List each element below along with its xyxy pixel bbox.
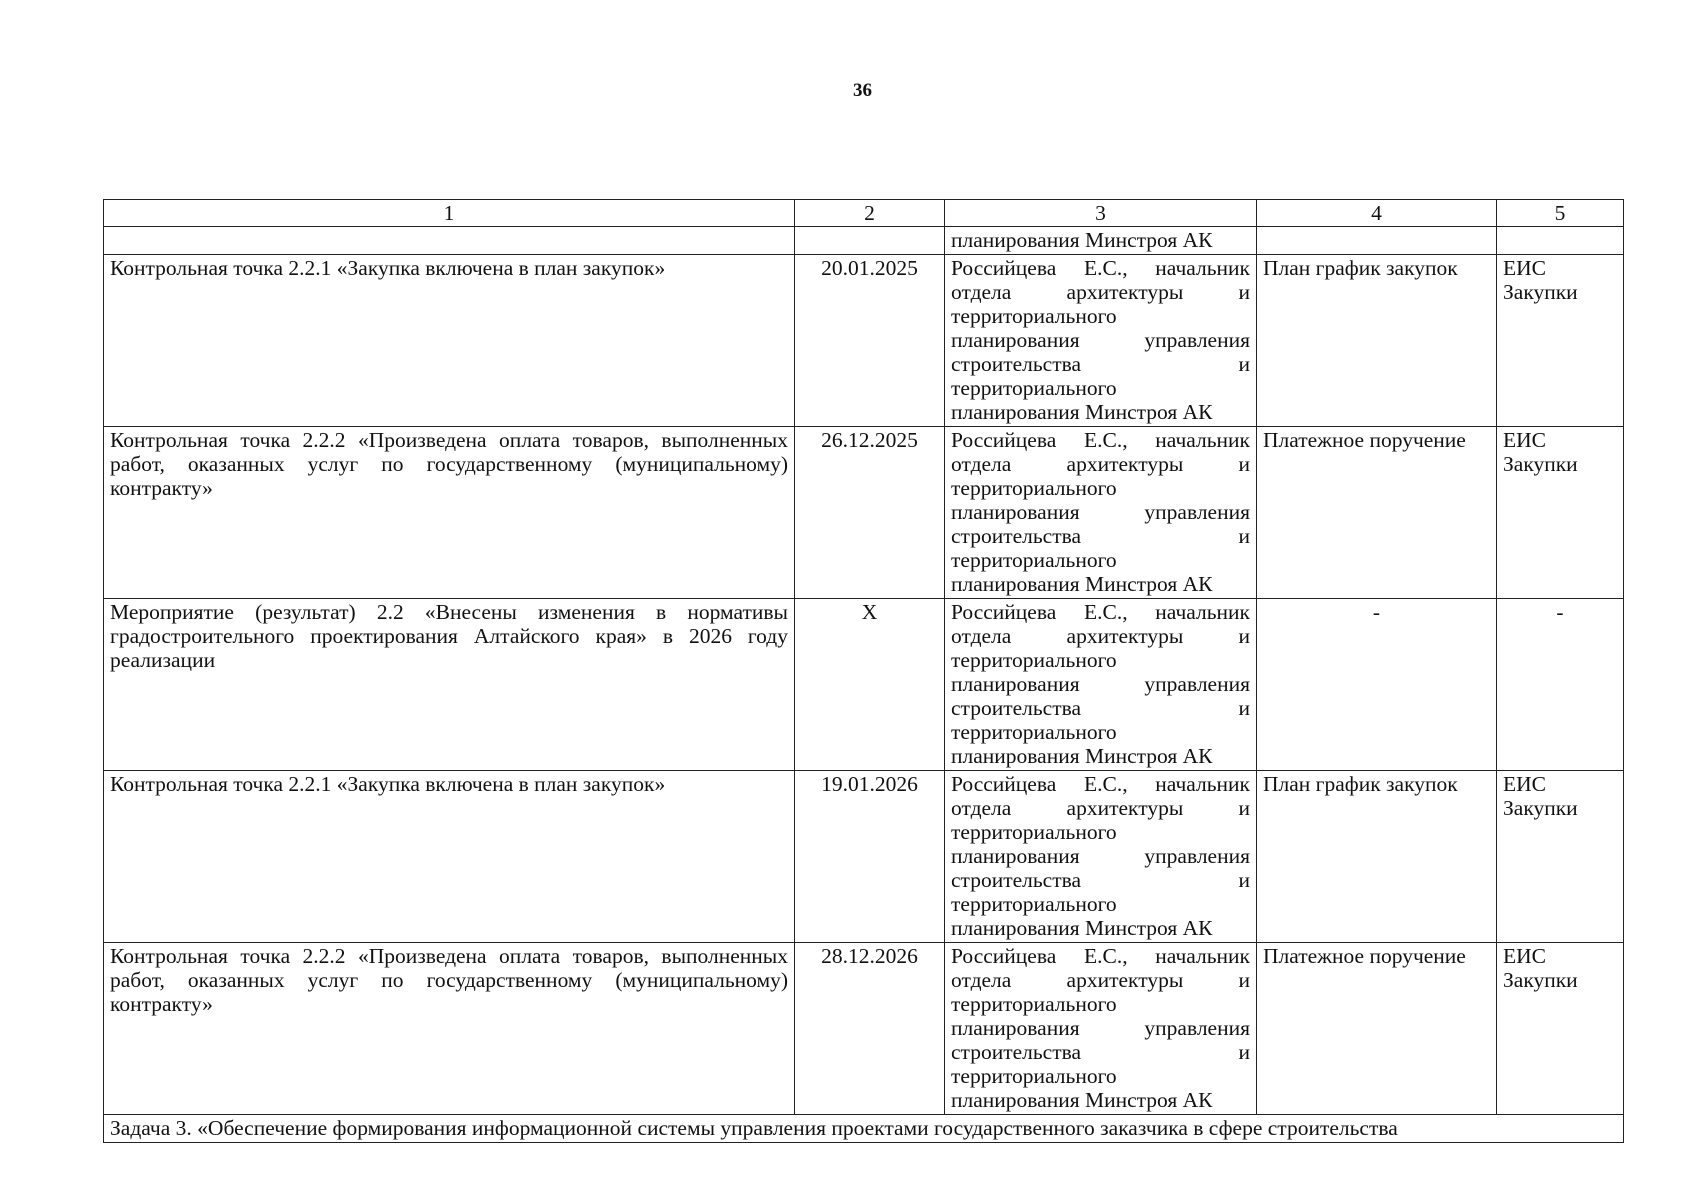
- row-system: ЕИС Закупки: [1497, 427, 1624, 599]
- responsible-line: планирования управления: [951, 500, 1250, 524]
- continuation-cell-5: [1497, 227, 1624, 255]
- responsible-line: территориального: [951, 1064, 1117, 1088]
- responsible-line: Российцева Е.С., начальник: [951, 772, 1250, 796]
- responsible-line: территориального: [951, 304, 1117, 328]
- table-row: [104, 943, 1624, 1115]
- responsible-line: планирования управления: [951, 1016, 1250, 1040]
- responsible-line: строительства и: [951, 1040, 1250, 1064]
- header-col-1: 1: [104, 200, 795, 227]
- table-row: [104, 599, 1624, 771]
- task-row: [104, 1115, 1624, 1143]
- continuation-cell-2: [795, 227, 945, 255]
- plan-table: [103, 199, 1624, 1143]
- responsible-line: строительства и: [951, 868, 1250, 892]
- responsible-line: планирования Минстроя АК: [951, 1088, 1213, 1112]
- row-document: -: [1257, 599, 1497, 771]
- responsible-line: отдела архитектуры и: [951, 624, 1250, 648]
- table-row: [104, 255, 1624, 427]
- row-system: -: [1497, 599, 1624, 771]
- header-col-5: 5: [1497, 200, 1624, 227]
- responsible-line: Российцева Е.С., начальник: [951, 944, 1250, 968]
- header-col-3: 3: [945, 200, 1257, 227]
- responsible-line: планирования Минстроя АК: [951, 744, 1213, 768]
- task-text: Задача 3. «Обеспечение формирования информационной системы управления проектами государственного заказчика в сфере строительства: [104, 1115, 1624, 1143]
- row-document: План график закупок: [1257, 771, 1497, 943]
- row-date: 26.12.2025: [795, 427, 945, 599]
- row-responsible: [945, 427, 1257, 599]
- responsible-line: территориального: [951, 376, 1117, 400]
- row-name: Контрольная точка 2.2.2 «Произведена оплата товаров, выполненных работ, оказанных услуг по государственному (муниципальному) контракту»: [104, 427, 795, 599]
- row-date: X: [795, 599, 945, 771]
- row-document: План график закупок: [1257, 255, 1497, 427]
- page-number: 36: [853, 80, 872, 101]
- table-header-row: [104, 200, 1624, 227]
- responsible-line: отдела архитектуры и: [951, 968, 1250, 992]
- responsible-line: территориального: [951, 720, 1117, 744]
- row-date: 19.01.2026: [795, 771, 945, 943]
- responsible-line: отдела архитектуры и: [951, 452, 1250, 476]
- responsible-line: планирования управления: [951, 672, 1250, 696]
- responsible-line: отдела архитектуры и: [951, 280, 1250, 304]
- responsible-line: планирования Минстроя АК: [951, 916, 1213, 940]
- responsible-line: планирования Минстроя АК: [951, 572, 1213, 596]
- row-responsible: [945, 599, 1257, 771]
- row-system: ЕИС Закупки: [1497, 943, 1624, 1115]
- responsible-line: планирования управления: [951, 844, 1250, 868]
- responsible-line: территориального: [951, 820, 1117, 844]
- header-col-2: 2: [795, 200, 945, 227]
- responsible-line: Российцева Е.С., начальник: [951, 428, 1250, 452]
- row-name: Мероприятие (результат) 2.2 «Внесены изменения в нормативы градостроительного проектирования Алтайского края» в 2026 году реализации: [104, 599, 795, 771]
- responsible-line: Российцева Е.С., начальник: [951, 256, 1250, 280]
- row-name: Контрольная точка 2.2.1 «Закупка включена в план закупок»: [104, 771, 795, 943]
- responsible-line: Российцева Е.С., начальник: [951, 600, 1250, 624]
- responsible-line: строительства и: [951, 524, 1250, 548]
- continuation-cell-1: [104, 227, 795, 255]
- responsible-line: территориального: [951, 648, 1117, 672]
- continuation-cell-3: [945, 227, 1257, 255]
- row-date: 20.01.2025: [795, 255, 945, 427]
- row-responsible: [945, 943, 1257, 1115]
- table-row: [104, 427, 1624, 599]
- responsible-line: строительства и: [951, 696, 1250, 720]
- responsible-line: строительства и: [951, 352, 1250, 376]
- responsible-line: территориального: [951, 992, 1117, 1016]
- row-system: ЕИС Закупки: [1497, 255, 1624, 427]
- table-row: [104, 771, 1624, 943]
- continuation-text: планирования Минстроя АК: [951, 228, 1213, 252]
- responsible-line: территориального: [951, 892, 1117, 916]
- row-responsible: [945, 255, 1257, 427]
- row-name: Контрольная точка 2.2.2 «Произведена оплата товаров, выполненных работ, оказанных услуг по государственному (муниципальному) контракту»: [104, 943, 795, 1115]
- row-document: Платежное поручение: [1257, 943, 1497, 1115]
- row-system: ЕИС Закупки: [1497, 771, 1624, 943]
- responsible-line: планирования управления: [951, 328, 1250, 352]
- header-col-4: 4: [1257, 200, 1497, 227]
- row-responsible: [945, 771, 1257, 943]
- row-name: Контрольная точка 2.2.1 «Закупка включена в план закупок»: [104, 255, 795, 427]
- responsible-line: планирования Минстроя АК: [951, 400, 1213, 424]
- continuation-row: [104, 227, 1624, 255]
- row-date: 28.12.2026: [795, 943, 945, 1115]
- responsible-line: территориального: [951, 548, 1117, 572]
- continuation-cell-4: [1257, 227, 1497, 255]
- row-document: Платежное поручение: [1257, 427, 1497, 599]
- responsible-line: территориального: [951, 476, 1117, 500]
- responsible-line: отдела архитектуры и: [951, 796, 1250, 820]
